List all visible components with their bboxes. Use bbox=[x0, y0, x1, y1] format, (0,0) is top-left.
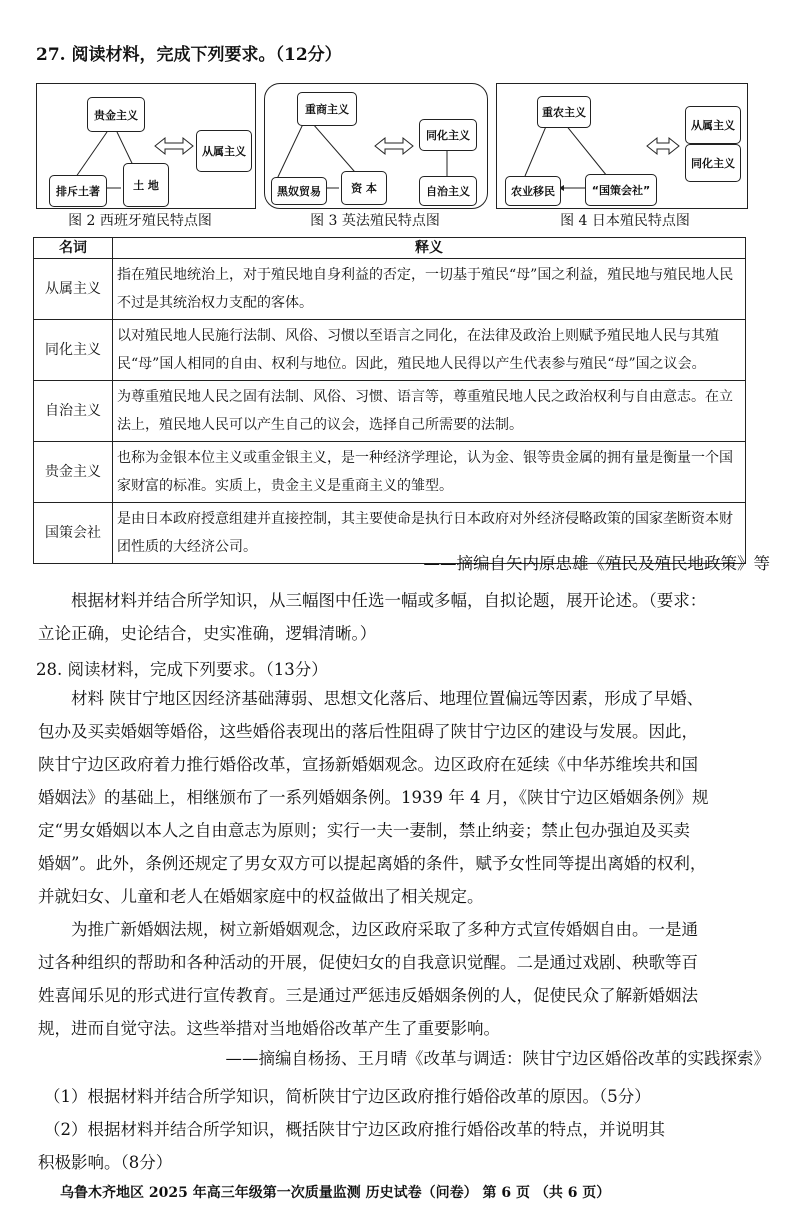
q28-line: 为推广新婚姻法规，树立新婚姻观念，边区政府采取了多种方式宣传婚姻自由。一是通 bbox=[38, 920, 698, 939]
q28-question-2-cont: 积极影响。（8分） bbox=[38, 1153, 173, 1172]
definition: 指在殖民地统治上，对于殖民地自身利益的否定，一切基于殖民“母”国之利益，殖民地与殖民地人民不过是其统治权力支配的客体。 bbox=[113, 259, 746, 320]
term: 从属主义 bbox=[34, 259, 113, 320]
q28-line: 过各种组织的帮助和各种活动的开展，促使妇女的自我意识觉醒。二是通过戏剧、秧歌等百 bbox=[38, 953, 698, 972]
q28-source: ——摘编自杨扬、王月晴《改革与调适：陕甘宁边区婚俗改革的实践探索》 bbox=[225, 1049, 770, 1068]
term: 国策会社 bbox=[34, 503, 113, 564]
table-row bbox=[34, 442, 746, 503]
q28-line: 定“男女婚姻以本人之自由意志为原则；实行一夫一妻制，禁止纳妾；禁止包办强迫及买卖 bbox=[38, 821, 690, 840]
term: 贵金主义 bbox=[34, 442, 113, 503]
glossary-table bbox=[33, 237, 746, 564]
node-top: 重农主义 bbox=[537, 96, 591, 128]
q28-line: 陕甘宁边区政府着力推行婚俗改革，宣扬新婚姻观念。边区政府在延续《中华苏维埃共和国 bbox=[38, 755, 698, 774]
q28-line: 材料 陕甘宁地区因经济基础薄弱、思想文化落后、地理位置偏远等因素，形成了早婚、 bbox=[38, 689, 704, 708]
q28-question-1: （1）根据材料并结合所学知识，简析陕甘宁边区政府推行婚俗改革的原因。（5分） bbox=[44, 1087, 651, 1106]
node-top: 贵金主义 bbox=[87, 97, 145, 132]
header-term: 名词 bbox=[34, 238, 113, 259]
term: 同化主义 bbox=[34, 320, 113, 381]
definition: 也称为金银本位主义或重金银主义，是一种经济学理论，认为金、银等贵金属的拥有量是衡量一个国家财富的标准。实质上，贵金主义是重商主义的雏型。 bbox=[113, 442, 746, 503]
table-row bbox=[34, 259, 746, 320]
figure-2 bbox=[36, 83, 256, 209]
q27-task-2: 立论正确，史论结合，史实准确，逻辑清晰。） bbox=[38, 624, 377, 643]
node-side-1: 同化主义 bbox=[419, 119, 477, 151]
q28-line: 包办及买卖婚姻等婚俗，这些婚俗表现出的落后性阻碍了陕甘宁边区的建设与发展。因此， bbox=[38, 722, 698, 741]
q27-task: 根据材料并结合所学知识，从三幅图中任选一幅或多幅，自拟论题，展开论述。（要求： bbox=[71, 591, 707, 610]
q28-line: 婚姻”。此外，条例还规定了男女双方可以提起离婚的条件，赋予女性同等提出离婚的权利， bbox=[38, 854, 707, 873]
node-side-1: 从属主义 bbox=[685, 106, 741, 144]
figure-3 bbox=[264, 83, 488, 209]
q27-source: ——摘编自矢内原忠雄《殖民及殖民地政策》等 bbox=[423, 554, 770, 573]
node-side-2: 同化主义 bbox=[685, 144, 741, 182]
q28-line: 规，进而自觉守法。这些举措对当地婚俗改革产生了重要影响。 bbox=[38, 1019, 500, 1038]
figure-3-caption: 图 3 英法殖民特点图 bbox=[310, 213, 440, 229]
node-left: 黑奴贸易 bbox=[271, 177, 327, 205]
node-right: 资 本 bbox=[341, 171, 387, 205]
definition: 是由日本政府授意组建并直接控制，其主要使命是执行日本政府对外经济侵略政策的国家垄断资本财团性质的大经济公司。 bbox=[113, 503, 746, 564]
q28-question-2: （2）根据材料并结合所学知识，概括陕甘宁边区政府推行婚俗改革的特点，并说明其 bbox=[44, 1120, 665, 1139]
figure-4-caption: 图 4 日本殖民特点图 bbox=[560, 213, 690, 229]
table-row bbox=[34, 381, 746, 442]
figure-2-caption: 图 2 西班牙殖民特点图 bbox=[68, 213, 212, 229]
question-28-title: 28. 阅读材料，完成下列要求。（13分） bbox=[36, 660, 328, 679]
node-side: 从属主义 bbox=[196, 130, 252, 172]
node-side-2: 自治主义 bbox=[419, 176, 477, 206]
header-definition: 释义 bbox=[113, 238, 746, 259]
node-left: 排斥土著 bbox=[49, 175, 107, 207]
node-right: “国策会社” bbox=[585, 174, 657, 206]
page-footer: 乌鲁木齐地区 2025 年高三年级第一次质量监测 历史试卷（问卷） 第 6 页 （共 6 页） bbox=[60, 1185, 611, 1201]
question-27-title: 27. 阅读材料，完成下列要求。（12分） bbox=[36, 45, 342, 65]
table-row bbox=[34, 320, 746, 381]
node-left: 农业移民 bbox=[505, 176, 561, 206]
node-right: 土 地 bbox=[123, 163, 169, 207]
q28-line: 婚姻法》的基础上，相继颁布了一系列婚姻条例。1939 年 4 月，《陕甘宁边区婚姻条例》规 bbox=[38, 788, 709, 807]
q28-line: 并就妇女、儿童和老人在婚姻家庭中的权益做出了相关规定。 bbox=[38, 887, 484, 906]
definition: 以对殖民地人民施行法制、风俗、习惯以至语言之同化，在法律及政治上则赋予殖民地人民与其殖民“母”国人相同的自由、权利与地位。因此，殖民地人民得以产生代表参与殖民“母”国之议会。 bbox=[113, 320, 746, 381]
q28-line: 姓喜闻乐见的形式进行宣传教育。三是通过严惩违反婚姻条例的人，促使民众了解新婚姻法 bbox=[38, 986, 698, 1005]
node-top: 重商主义 bbox=[297, 92, 357, 126]
figure-4 bbox=[496, 83, 748, 209]
definition: 为尊重殖民地人民之固有法制、风俗、习惯、语言等，尊重殖民地人民之政治权利与自由意志。在立法上，殖民地人民可以产生自己的议会，选择自己所需要的法制。 bbox=[113, 381, 746, 442]
term: 自治主义 bbox=[34, 381, 113, 442]
